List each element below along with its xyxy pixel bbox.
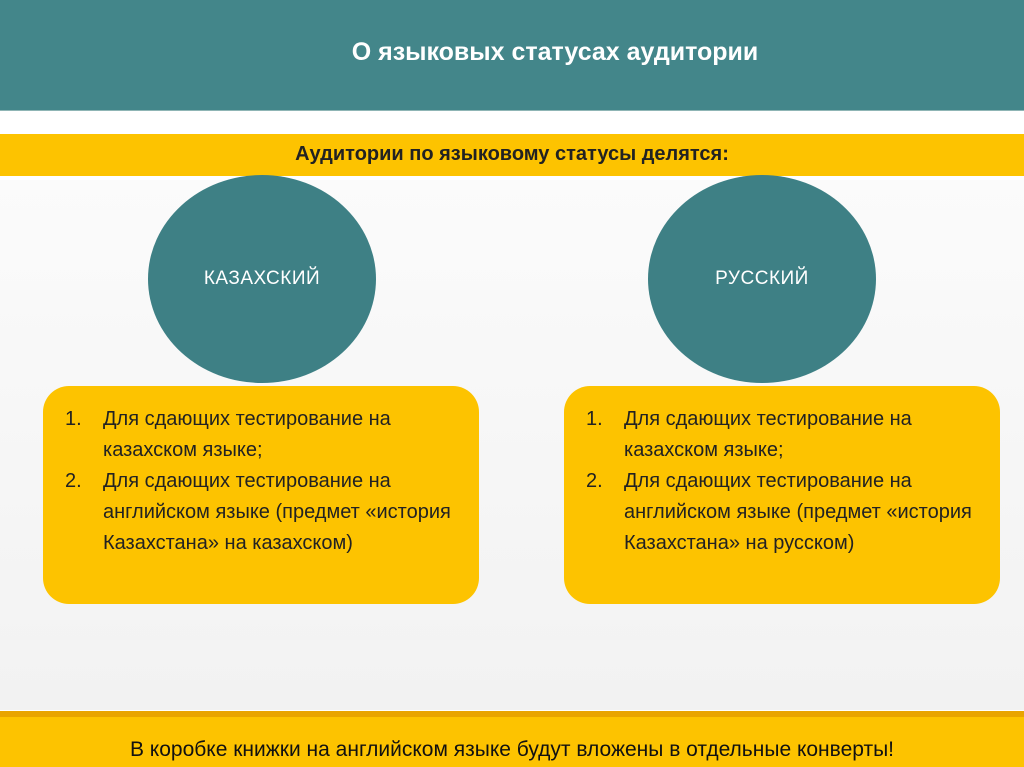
circle-label-russian: РУССКИЙ [715,268,809,289]
footer-note: В коробке книжки на английском языке будут вложены в отдельные конверты! [129,738,895,761]
list-box-kazakh [43,386,479,604]
list-item-text: Для сдающих тестирование на английском языке (предмет «история Казахстана» на русском) [624,470,972,554]
list-item-text: Для сдающих тестирование на казахском языке; [624,408,912,461]
list-item-number: 2. [586,470,603,492]
list-box-russian [564,386,1000,604]
list-russian [586,404,990,559]
list-item-text: Для сдающих тестирование на английском языке (предмет «история Казахстана» на казахском) [103,470,451,554]
list-item [65,466,469,559]
list-item-number: 1. [586,408,603,430]
page-title: О языковых статусах аудитории [351,38,759,66]
list-item-number: 1. [65,408,82,430]
footer-bar-edge [0,711,1024,717]
list-item-text: Для сдающих тестирование на казахском языке; [103,408,391,461]
list-kazakh [65,404,469,559]
circle-label-kazakh: КАЗАХСКИЙ [203,268,321,289]
subtitle: Аудитории по языковому статусы делятся: [295,143,729,165]
circle-kazakh [148,175,376,383]
list-item-number: 2. [65,470,82,492]
list-item [586,466,990,559]
list-item [586,404,990,466]
circle-russian [648,175,876,383]
list-item [65,404,469,466]
